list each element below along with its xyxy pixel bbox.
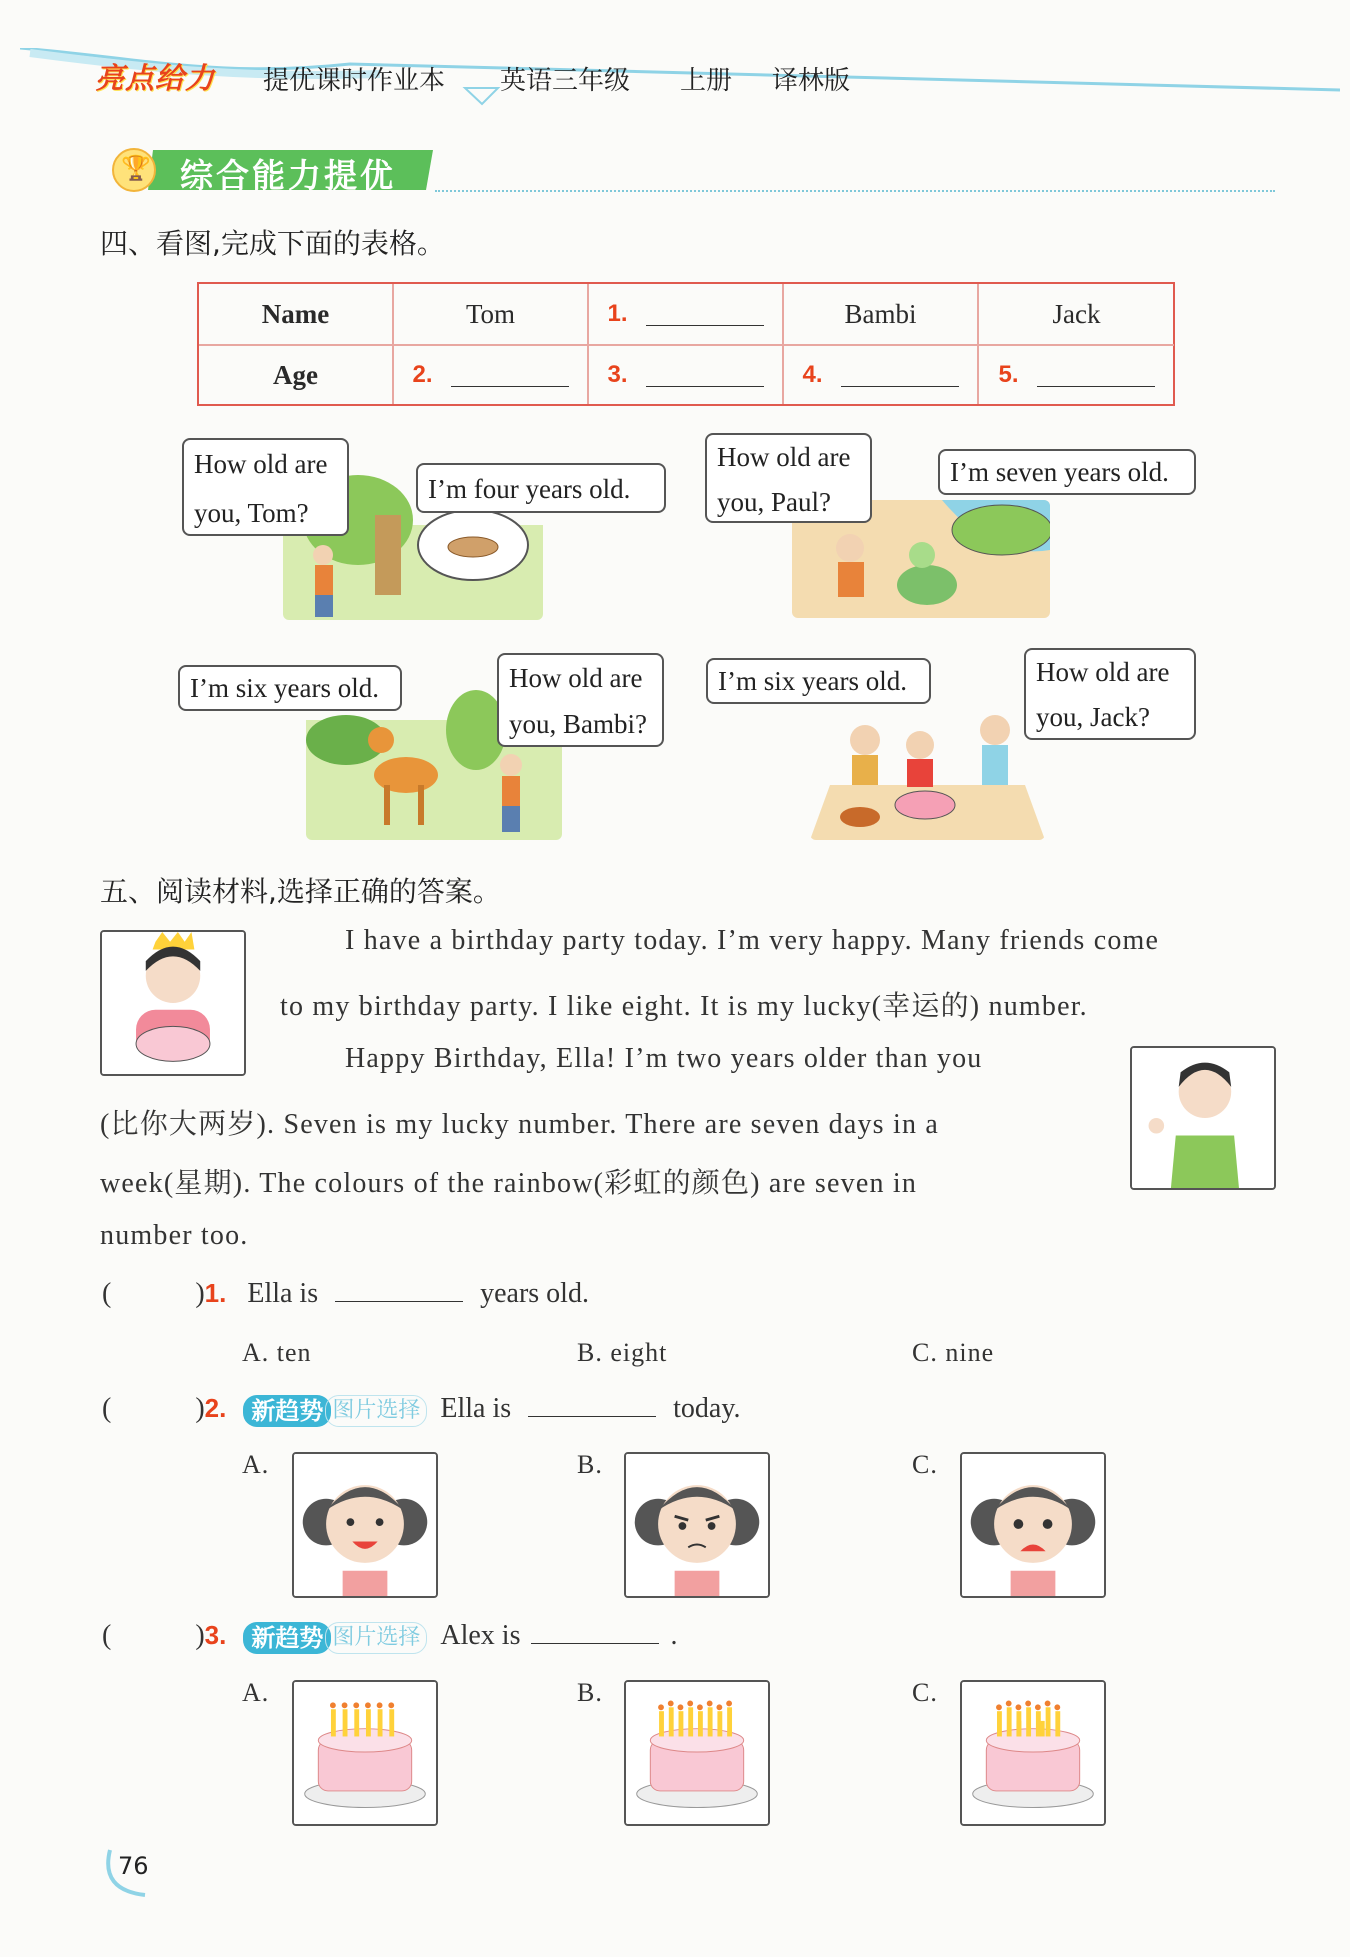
answer-line — [1037, 364, 1155, 387]
brand-logo-text: 亮点给力 — [95, 61, 216, 95]
para2-line4: number too. — [100, 1220, 249, 1251]
page-number: 76 — [118, 1852, 149, 1880]
speech-bubble-four-years: I’m four years old. — [416, 463, 666, 513]
para1-line2: to my birthday party. I like eight. It is my lucky(幸运的) number. — [280, 991, 1088, 1022]
answer-line — [528, 1394, 656, 1417]
table-blank-2[interactable] — [394, 344, 589, 404]
blank-number: 2. — [412, 361, 433, 388]
scene-jack-party — [810, 705, 1045, 840]
speech-bubble-how-old-jack — [1024, 648, 1196, 740]
table-header-age: Age — [199, 344, 394, 404]
option-b-label: B. — [577, 1678, 603, 1707]
speech-bubble-six-years-bambi: I’m six years old. — [178, 665, 402, 711]
option-a-label: A. — [242, 1678, 270, 1707]
answer-line — [451, 364, 569, 387]
question-text: today. — [673, 1393, 741, 1424]
speech-bubble-how-old-tom — [182, 438, 349, 536]
speech-bubble-how-old-paul — [705, 433, 872, 523]
para2-line1: Happy Birthday, Ella! I’m two years older than you — [345, 1043, 983, 1074]
option-c[interactable]: C. nine — [912, 1338, 995, 1367]
blank-number: 5. — [998, 361, 1019, 388]
answer-line — [531, 1621, 659, 1644]
table-cell-tom: Tom — [394, 284, 589, 344]
answer-paren-open: ( — [102, 1620, 112, 1651]
bubble-text: How old are — [509, 663, 643, 693]
table-blank-4[interactable] — [784, 344, 979, 404]
section-title: 综合能力提优 — [180, 156, 396, 195]
bubble-text: you, Bambi? — [509, 709, 647, 739]
blank-number: 4. — [802, 361, 823, 388]
para2-line2: (比你大两岁). Seven is my lucky number. There are seven days in a — [100, 1109, 939, 1140]
table-blank-3[interactable] — [589, 344, 784, 404]
option-c-label: C. — [912, 1678, 938, 1707]
alex-boy-illustration — [1130, 1046, 1276, 1190]
option-c-sad-face[interactable] — [960, 1452, 1106, 1598]
table-cell-bambi: Bambi — [784, 284, 979, 344]
question-2 — [102, 1393, 741, 1427]
new-trend-tag: 新趋势 — [243, 1622, 331, 1654]
table-header-name: Name — [199, 284, 394, 344]
blank-number: 1. — [607, 300, 628, 327]
table-blank-1[interactable] — [589, 284, 784, 344]
bubble-text: How old are — [1036, 657, 1170, 687]
answer-paren-open: ( — [102, 1393, 112, 1424]
option-b-grumpy-face[interactable] — [624, 1452, 770, 1598]
question-text: Alex is — [440, 1620, 521, 1651]
answer-paren-open: ( — [102, 1278, 112, 1309]
answer-line — [335, 1279, 463, 1302]
option-c-cake-icon[interactable] — [960, 1680, 1106, 1826]
question-4-heading: 四、看图,完成下面的表格。 — [100, 227, 445, 260]
question-number: 3. — [204, 1620, 227, 1650]
question-1 — [102, 1278, 589, 1310]
answer-paren-close: ) — [195, 1393, 205, 1424]
question-text: . — [670, 1620, 678, 1651]
bubble-text: you, Paul? — [717, 487, 831, 517]
option-a[interactable]: A. ten — [242, 1338, 312, 1367]
speech-bubble-six-years-jack: I’m six years old. — [706, 658, 931, 704]
table-blank-5[interactable] — [979, 344, 1174, 404]
picture-choice-tag: 图片选择 — [325, 1622, 427, 1654]
name-age-table — [197, 282, 1175, 406]
option-a-happy-face[interactable] — [292, 1452, 438, 1598]
question-number: 1. — [204, 1278, 227, 1308]
blank-number: 3. — [607, 361, 628, 388]
answer-paren-close: ) — [195, 1620, 205, 1651]
para1-line1: I have a birthday party today. I’m very happy. Many friends come — [345, 925, 1160, 956]
speech-bubble-how-old-bambi — [497, 653, 664, 747]
option-b-cake-icon[interactable] — [624, 1680, 770, 1826]
question-text: years old. — [480, 1278, 589, 1309]
option-b[interactable]: B. eight — [577, 1338, 668, 1367]
question-number: 2. — [204, 1393, 227, 1423]
question-5-heading: 五、阅读材料,选择正确的答案。 — [100, 875, 501, 908]
picture-choice-tag: 图片选择 — [325, 1395, 427, 1427]
option-c-label: C. — [912, 1450, 938, 1479]
question-3 — [102, 1620, 677, 1654]
question-text: Ella is — [247, 1278, 319, 1309]
bubble-text: you, Tom? — [194, 498, 309, 528]
new-trend-tag: 新趋势 — [243, 1395, 331, 1427]
answer-paren-close: ) — [195, 1278, 205, 1309]
bubble-text: How old are — [717, 442, 851, 472]
header-edition: 译林版 — [772, 66, 851, 96]
speech-bubble-seven-years: I’m seven years old. — [938, 449, 1196, 495]
table-cell-jack: Jack — [1052, 298, 1101, 329]
section-divider — [435, 190, 1275, 192]
para2-line3: week(星期). The colours of the rainbow(彩虹的颜色) are seven in — [100, 1168, 918, 1199]
header-volume: 上册 — [680, 66, 733, 96]
answer-line — [841, 364, 959, 387]
bubble-text: How old are — [194, 449, 328, 479]
option-a-cake-icon[interactable] — [292, 1680, 438, 1826]
trophy-icon: 🏆 — [121, 154, 151, 182]
answer-line — [646, 303, 764, 326]
bubble-text: you, Jack? — [1036, 702, 1150, 732]
question-text: Ella is — [440, 1393, 512, 1424]
ella-birthday-illustration — [100, 930, 246, 1076]
header-subtitle: 提优课时作业本 — [263, 66, 446, 96]
option-a-label: A. — [242, 1450, 270, 1479]
answer-line — [646, 364, 764, 387]
header-grade: 英语三年级 — [500, 66, 631, 96]
option-b-label: B. — [577, 1450, 603, 1479]
